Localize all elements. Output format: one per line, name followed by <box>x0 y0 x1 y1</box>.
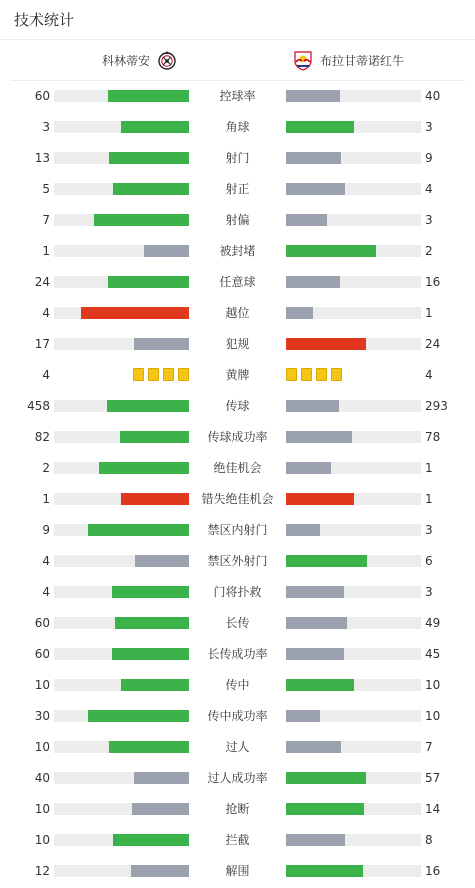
away-stat-value: 3 <box>425 120 433 134</box>
away-stat-value: 10 <box>425 709 441 723</box>
stat-label: 射偏 <box>225 213 250 227</box>
away-stat-bar-fill <box>286 183 345 195</box>
yellow-card-icon <box>286 368 297 381</box>
yellow-card-icon <box>316 368 327 381</box>
home-stat-bar-fill <box>121 679 189 691</box>
home-stat-bar-fill <box>144 245 189 257</box>
away-stat-value: 1 <box>425 306 433 320</box>
home-stat-bar-fill <box>107 400 189 412</box>
home-stat-value: 12 <box>34 864 50 878</box>
away-stat-bar-fill <box>286 245 376 257</box>
stat-label: 过人 <box>225 740 250 754</box>
away-stat-bar-fill <box>286 338 366 350</box>
corinthians-crest-icon <box>156 49 178 71</box>
home-stat-bar-track <box>54 834 189 846</box>
stat-label: 犯规 <box>225 337 250 351</box>
stat-row <box>0 143 475 174</box>
teams-bar <box>10 40 465 81</box>
home-stat-bar-track <box>54 462 189 474</box>
stat-label: 禁区外射门 <box>207 554 268 568</box>
home-stat-value: 30 <box>34 709 50 723</box>
stat-row <box>0 515 475 546</box>
home-stat-value: 17 <box>34 337 50 351</box>
away-yellow-cards <box>286 368 342 382</box>
home-stat-value: 4 <box>42 368 50 382</box>
home-stat-bar-fill <box>94 214 189 226</box>
away-stat-bar-track <box>286 834 421 846</box>
stat-label: 绝佳机会 <box>213 461 262 475</box>
stat-row <box>0 236 475 267</box>
away-stat-bar-fill <box>286 214 327 226</box>
home-stat-bar-track <box>54 772 189 784</box>
home-stat-bar-fill <box>113 183 189 195</box>
home-stat-value: 82 <box>34 430 50 444</box>
red-bull-bragantino-crest-icon <box>292 49 314 71</box>
away-stat-bar-fill <box>286 400 339 412</box>
away-stat-bar-fill <box>286 524 320 536</box>
home-stat-bar-track <box>54 90 189 102</box>
yellow-card-icon <box>163 368 174 381</box>
home-stat-value: 1 <box>42 244 50 258</box>
home-stat-value: 10 <box>34 833 50 847</box>
home-stat-value: 3 <box>42 120 50 134</box>
stat-row <box>0 484 475 515</box>
home-stat-bar-track <box>54 493 189 505</box>
away-stat-bar-track <box>286 121 421 133</box>
away-stat-bar-track <box>286 183 421 195</box>
away-stat-value: 1 <box>425 461 433 475</box>
home-stat-bar-fill <box>134 772 189 784</box>
stat-label: 错失绝佳机会 <box>201 492 274 506</box>
away-stat-bar-track <box>286 214 421 226</box>
home-stat-bar-fill <box>81 307 189 319</box>
stat-label: 黄牌 <box>225 368 250 382</box>
away-stat-value: 57 <box>425 771 441 785</box>
away-stat-value: 3 <box>425 523 433 537</box>
away-stat-bar-fill <box>286 710 320 722</box>
away-stat-bar-fill <box>286 121 354 133</box>
stat-label: 解围 <box>225 864 250 878</box>
away-stat-value: 4 <box>425 182 433 196</box>
home-stat-bar-track <box>54 555 189 567</box>
away-stat-bar-fill <box>286 307 313 319</box>
away-stat-value: 49 <box>425 616 441 630</box>
stat-label: 拦截 <box>225 833 250 847</box>
away-stat-value: 7 <box>425 740 433 754</box>
yellow-card-icon <box>148 368 159 381</box>
away-stat-value: 9 <box>425 151 433 165</box>
stat-row <box>0 391 475 422</box>
stat-row <box>0 577 475 608</box>
home-stat-bar-track <box>54 400 189 412</box>
stat-row <box>0 329 475 360</box>
away-stat-value: 14 <box>425 802 441 816</box>
home-stat-bar-track <box>54 121 189 133</box>
home-stat-value: 4 <box>42 306 50 320</box>
away-stat-bar-track <box>286 338 421 350</box>
away-team[interactable] <box>292 49 404 71</box>
stat-label: 角球 <box>225 120 250 134</box>
home-stat-bar-track <box>54 803 189 815</box>
home-stat-bar-track <box>54 276 189 288</box>
away-stat-value: 40 <box>425 89 441 103</box>
stat-row <box>0 174 475 205</box>
home-stat-bar-track <box>54 245 189 257</box>
stat-label: 射门 <box>225 151 250 165</box>
home-stat-bar-track <box>54 586 189 598</box>
stat-row <box>0 546 475 577</box>
home-stat-bar-fill <box>121 493 189 505</box>
stat-label: 禁区内射门 <box>207 523 268 537</box>
home-stat-bar-fill <box>134 338 189 350</box>
stat-label: 传球成功率 <box>207 430 268 444</box>
home-stat-bar-fill <box>131 865 189 877</box>
home-team-name: 科林蒂安 <box>101 53 150 68</box>
home-stat-bar-track <box>54 307 189 319</box>
home-stat-value: 60 <box>34 616 50 630</box>
home-stat-bar-track <box>54 679 189 691</box>
away-stat-value: 8 <box>425 833 433 847</box>
home-stat-bar-track <box>54 338 189 350</box>
away-stat-bar-fill <box>286 276 340 288</box>
away-stat-bar-fill <box>286 834 345 846</box>
away-stat-value: 45 <box>425 647 441 661</box>
away-stat-bar-track <box>286 772 421 784</box>
away-stat-value: 3 <box>425 213 433 227</box>
home-stat-bar-track <box>54 865 189 877</box>
yellow-card-icon <box>133 368 144 381</box>
home-stat-value: 10 <box>34 802 50 816</box>
home-stat-bar-track <box>54 648 189 660</box>
stat-label: 越位 <box>225 306 250 320</box>
home-stat-bar-track <box>54 524 189 536</box>
away-stat-bar-fill <box>286 772 366 784</box>
home-stat-bar-track <box>54 183 189 195</box>
home-stat-bar-fill <box>113 834 189 846</box>
stat-row <box>0 608 475 639</box>
away-stat-bar-track <box>286 648 421 660</box>
away-stat-value: 1 <box>425 492 433 506</box>
away-stat-bar-track <box>286 710 421 722</box>
stat-row <box>0 453 475 484</box>
away-stat-bar-track <box>286 400 421 412</box>
home-stat-value: 458 <box>27 399 50 413</box>
away-stat-bar-track <box>286 803 421 815</box>
stat-row <box>0 856 475 887</box>
away-stat-bar-fill <box>286 431 352 443</box>
stat-label: 长传 <box>225 616 250 630</box>
stat-label: 被封堵 <box>219 244 256 258</box>
away-stat-bar-track <box>286 493 421 505</box>
stat-row <box>0 670 475 701</box>
home-stat-value: 9 <box>42 523 50 537</box>
away-stat-value: 78 <box>425 430 441 444</box>
away-stat-bar-fill <box>286 152 341 164</box>
home-stat-bar-fill <box>135 555 189 567</box>
home-stat-bar-fill <box>115 617 189 629</box>
away-stat-bar-fill <box>286 586 344 598</box>
stat-label: 传中成功率 <box>207 709 268 723</box>
stat-row <box>0 298 475 329</box>
yellow-card-icon <box>331 368 342 381</box>
stat-label: 门将扑救 <box>213 585 262 599</box>
stat-row <box>0 763 475 794</box>
home-stat-bar-fill <box>108 90 189 102</box>
stat-row <box>0 639 475 670</box>
home-stat-value: 40 <box>34 771 50 785</box>
home-stat-bar-track <box>54 431 189 443</box>
away-stat-bar-track <box>286 617 421 629</box>
home-stat-value: 7 <box>42 213 50 227</box>
stat-label: 射正 <box>225 182 250 196</box>
away-stat-bar-track <box>286 586 421 598</box>
away-stat-bar-track <box>286 741 421 753</box>
away-stat-bar-track <box>286 524 421 536</box>
home-stat-bar-track <box>54 741 189 753</box>
stat-row <box>0 112 475 143</box>
stat-label: 长传成功率 <box>207 647 268 661</box>
stat-row <box>0 825 475 856</box>
stat-row <box>0 794 475 825</box>
stat-row <box>0 267 475 298</box>
home-stat-bar-fill <box>99 462 189 474</box>
stats-header <box>0 0 475 40</box>
home-stat-bar-track <box>54 214 189 226</box>
away-stat-bar-fill <box>286 617 347 629</box>
home-stat-bar-fill <box>132 803 189 815</box>
away-stat-value: 2 <box>425 244 433 258</box>
home-stat-bar-fill <box>121 121 189 133</box>
stat-label: 任意球 <box>219 275 256 289</box>
page-title: 技术统计 <box>14 11 75 29</box>
away-stat-value: 16 <box>425 864 441 878</box>
away-stat-value: 16 <box>425 275 441 289</box>
away-stat-bar-fill <box>286 803 364 815</box>
home-stat-value: 10 <box>34 678 50 692</box>
away-stat-bar-track <box>286 307 421 319</box>
away-stat-value: 293 <box>425 399 448 413</box>
away-stat-bar-track <box>286 431 421 443</box>
away-stat-bar-fill <box>286 648 344 660</box>
stat-row <box>0 81 475 112</box>
home-stat-bar-fill <box>112 648 189 660</box>
away-stat-bar-fill <box>286 462 331 474</box>
stat-row <box>0 205 475 236</box>
home-stat-value: 4 <box>42 585 50 599</box>
stat-row <box>0 732 475 763</box>
yellow-card-icon <box>178 368 189 381</box>
away-stat-bar-fill <box>286 741 341 753</box>
away-stat-value: 10 <box>425 678 441 692</box>
away-stat-bar-fill <box>286 493 354 505</box>
home-stat-value: 1 <box>42 492 50 506</box>
home-stat-bar-fill <box>112 586 189 598</box>
home-stat-bar-fill <box>109 741 189 753</box>
home-stat-value: 60 <box>34 89 50 103</box>
home-yellow-cards <box>133 368 189 382</box>
away-stat-value: 4 <box>425 368 433 382</box>
away-stat-bar-track <box>286 245 421 257</box>
home-stat-value: 4 <box>42 554 50 568</box>
away-stat-bar-track <box>286 555 421 567</box>
home-stat-value: 60 <box>34 647 50 661</box>
stat-row <box>0 422 475 453</box>
home-stat-bar-track <box>54 710 189 722</box>
home-stat-value: 5 <box>42 182 50 196</box>
home-stat-bar-fill <box>88 710 189 722</box>
stat-label: 控球率 <box>219 89 256 103</box>
home-stat-value: 10 <box>34 740 50 754</box>
home-stat-value: 24 <box>34 275 50 289</box>
away-stat-bar-track <box>286 865 421 877</box>
stat-label: 传球 <box>225 399 250 413</box>
home-stat-value: 2 <box>42 461 50 475</box>
away-stat-value: 24 <box>425 337 441 351</box>
away-stat-bar-track <box>286 276 421 288</box>
stat-label: 传中 <box>225 678 250 692</box>
stat-label: 抢断 <box>225 802 250 816</box>
home-stat-bar-track <box>54 152 189 164</box>
away-stat-bar-fill <box>286 865 363 877</box>
home-team[interactable] <box>102 49 178 71</box>
home-stat-value: 13 <box>34 151 50 165</box>
away-stat-bar-track <box>286 679 421 691</box>
stats-list <box>0 81 475 887</box>
stat-row <box>0 360 475 391</box>
away-stat-bar-track <box>286 462 421 474</box>
away-stat-value: 6 <box>425 554 433 568</box>
home-stat-bar-fill <box>88 524 189 536</box>
away-stat-bar-fill <box>286 555 367 567</box>
yellow-card-icon <box>301 368 312 381</box>
stat-label: 过人成功率 <box>207 771 268 785</box>
home-stat-bar-track <box>54 617 189 629</box>
away-stat-bar-fill <box>286 90 340 102</box>
away-stat-bar-track <box>286 90 421 102</box>
away-stat-bar-fill <box>286 679 354 691</box>
away-team-name: 布拉甘蒂诺红牛 <box>320 53 405 68</box>
away-stat-bar-track <box>286 152 421 164</box>
stat-row <box>0 701 475 732</box>
home-stat-bar-fill <box>109 152 189 164</box>
home-stat-bar-fill <box>120 431 189 443</box>
away-stat-value: 3 <box>425 585 433 599</box>
home-stat-bar-fill <box>108 276 189 288</box>
